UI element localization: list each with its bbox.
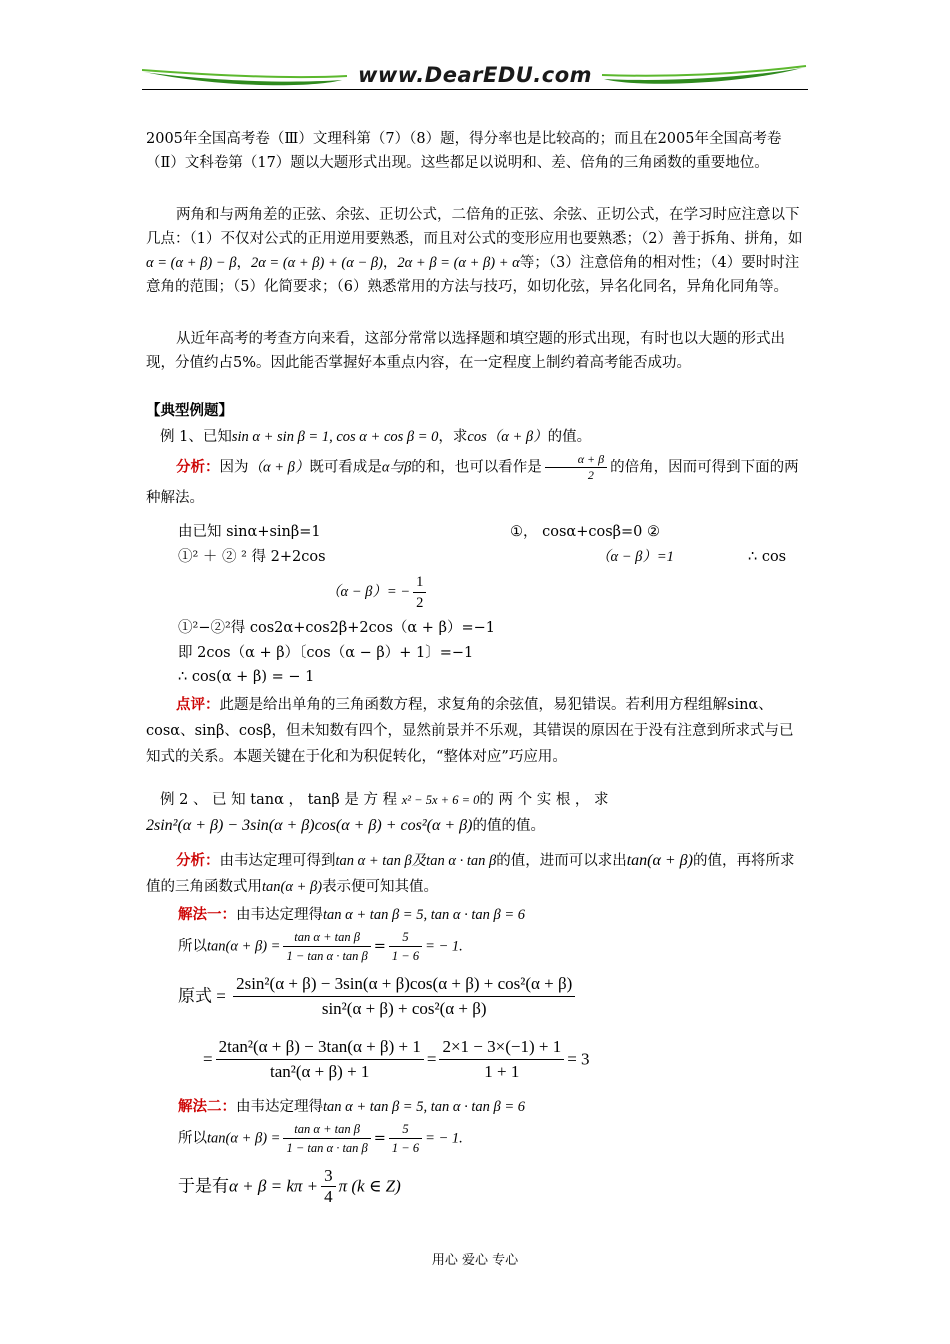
example1-line6: ∴ cos(α + β) = − 1 xyxy=(178,669,315,685)
example1-line2a: ①² ＋ ② ² 得 2+2cos xyxy=(178,549,326,565)
solution1-tan-sum: 所以tan(α + β) = $\frac{\text{tan α + tan β}}{\text{1 − tan α · tan β}}$ = $\frac{5}{1 - 6}$ = − 1. xyxy=(178,930,463,963)
example1-analysis: 分析：因为（α + β）既可看成是α与β的和，也可以看作是 $\frac{\alpha + \beta}{2}$ 的倍角，因而可得到下面的两种解法。 xyxy=(146,452,799,506)
example1-line2b: （α − β）=1 xyxy=(596,549,674,565)
example1-line5: 即 2cos（α + β）〔cos（α − β）+ 1〕=−1 xyxy=(178,645,474,661)
example2-question-line2: 2sin²(α + β) − 3sin(α + β)cos(α + β) + cos²(α + β)的值的值。 xyxy=(146,817,545,834)
solution1-tan-expression: = $\frac{\text{2tan²(α + β) − 3tan(α + β) + 1}}{\text{tan²(α + β) + 1}}$ = $\frac{2\times 1 - 3\times(-1) + 1}{1 + 1}$ = 3 xyxy=(203,1037,590,1081)
example2-question-line1: 例 2 、 已 知 tanα ， tanβ 是 方 程 x² − 5x + 6 = 0的 两 个 实 根 ， 求 xyxy=(160,792,609,808)
example1-line1a: 由已知 sinα+sinβ=1 xyxy=(178,524,321,540)
intro-paragraph-2: 两角和与两角差的正弦、余弦、正切公式，二倍角的正弦、余弦、正切公式，在学习时应注意以下几点：（1）不仅对公式的正用逆用要熟悉，而且对公式的变形应用也要熟悉；（2）善于拆角、拼角，如α = (α + β) − β，2α = (α + β) + (α − β)，2α + β = (α + β) + α等；（3）注意倍角的相对性；（4）要时时注意角的范围；（5）化简要求；（6）熟悉常用的方法与技巧，如切化弦，异名化同名，异角化同角等。 xyxy=(146,207,803,295)
solution1-header: 解法一：由韦达定理得tan α + tan β = 5, tan α · tan β = 6 xyxy=(178,906,526,923)
example1-question: 例 1、已知sin α + sin β = 1, cos α + cos β = 0，求cos（α + β）的值。 xyxy=(160,429,592,445)
solution2-header: 解法二：由韦达定理得tan α + tan β = 5, tan α · tan β = 6 xyxy=(178,1098,526,1115)
solution2-tan-sum: 所以tan(α + β) = $\frac{\text{tan α + tan β}}{\text{1 − tan α · tan β}}$ = $\frac{5}{1 - 6}$ = − 1. xyxy=(178,1122,463,1155)
example1-line4: ①²−②²得 cos2α+cos2β+2cos（α + β）=−1 xyxy=(178,620,495,636)
section-title: 【典型例题】 xyxy=(146,402,233,419)
example1-comment: 点评：此题是给出单角的三角函数方程，求复角的余弦值，易犯错误。若利用方程组解sinα、cosα、sinβ、cosβ，但未知数有四个，显然前景并不乐观，其错误的原因在于没有注意到所求式与已知式的关系。本题关键在于化和为积促转化，“整体对应”巧应用。 xyxy=(146,696,794,765)
intro-paragraph-1: 2005年全国高考卷（Ⅲ）文理科第（7）（8）题，得分率也是比较高的；而且在2005年全国高考卷（Ⅱ）文科卷第（17）题以大题形式出现。这些都足以说明和、差、倍角的三角函数的重要地位。 xyxy=(146,131,782,171)
solution2-final: 于是有α + β = kπ + $\frac{3}{4}$ π (k ∈ Z) xyxy=(178,1166,401,1206)
example1-line1b: ①， cosα+cosβ=0 ② xyxy=(510,524,660,540)
intro-paragraph-3: 从近年高考的考查方向来看，这部分常常以选择题和填空题的形式出现，有时也以大题的形式出现，分值约占5%。因此能否掌握好本重点内容，在一定程度上制约着高考能否成功。 xyxy=(146,331,785,371)
page-footer: 用心 爱心 专心 xyxy=(431,1253,519,1268)
example2-analysis: 分析：由韦达定理可得到tan α + tan β及tan α · tan β的值，进而可以求出tan(α + β)的值，再将所求值的三角函数式用tan(α + β)表示便可知其值。 xyxy=(146,852,795,895)
solution1-original-expression: 原式 = $\frac{\text{2sin²(α + β) − 3sin(α + β)cos(α + β) + cos²(α + β)}}{\text{sin²(α + β) + cos²(α + β)}}$ xyxy=(178,972,578,1021)
example1-line2c: ∴ cos xyxy=(748,549,787,565)
example1-line3: （α − β）= − $\frac{1}{2}$ xyxy=(326,572,429,613)
site-logo-text: www.DearEDU.com xyxy=(357,63,593,87)
header-rule xyxy=(142,89,808,90)
